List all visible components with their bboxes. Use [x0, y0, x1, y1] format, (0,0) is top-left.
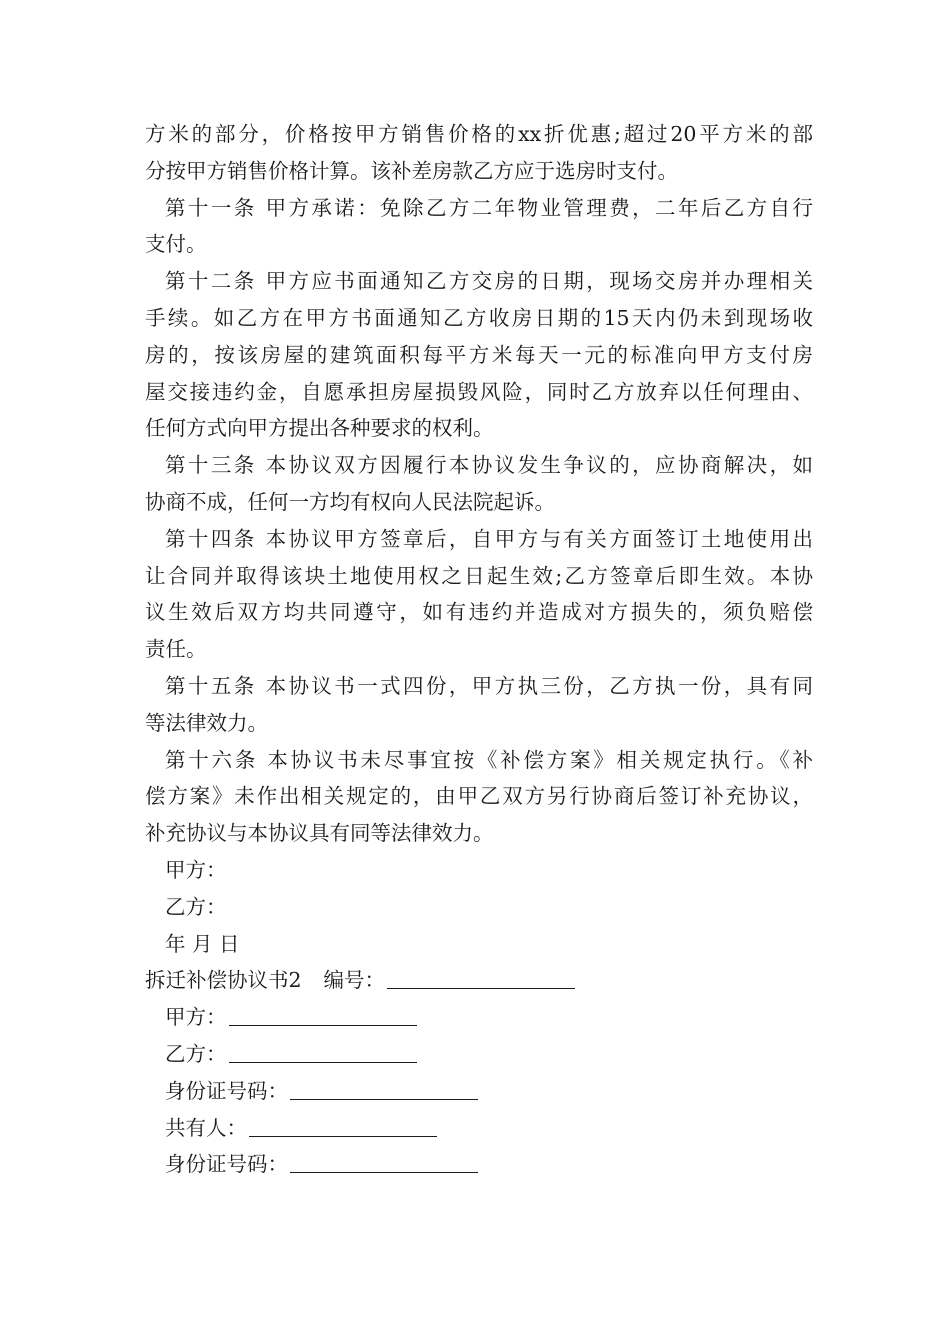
- text-line: 方米的部分，价格按甲方销售价格的xx折优惠;超过20平方米的部: [145, 122, 813, 146]
- field-label: 身份证号码：: [165, 1078, 288, 1103]
- number-label: 编号：: [323, 968, 386, 993]
- text-line: 屋交接违约金，自愿承担房屋损毁风险，同时乙方放弃以任何理由、: [145, 379, 813, 404]
- text-line: 手续。如乙方在甲方书面通知乙方收房日期的15天内仍未到现场收: [145, 305, 813, 330]
- text-line: 等法律效力。: [145, 710, 268, 735]
- party-a-signature-label: 甲方：: [165, 857, 227, 882]
- text-line: 支付。: [145, 232, 207, 257]
- id-number-field: [145, 1073, 813, 1110]
- text-line: 偿方案》未作出相关规定的，由甲乙双方另行协商后签订补充协议，: [145, 784, 813, 809]
- field-blank: [229, 1005, 417, 1026]
- article-13-line: 第十三条 本协议双方因履行本协议发生争议的，应协商解决，如: [165, 453, 813, 478]
- field-blank: [290, 1079, 478, 1100]
- co-owner-field: [145, 1110, 813, 1147]
- party-b-signature-label: 乙方：: [165, 894, 227, 919]
- text-line: 房的，按该房屋的建筑面积每平方米每天一元的标准向甲方支付房: [145, 342, 813, 367]
- text-line: 协商不成，任何一方均有权向人民法院起诉。: [145, 489, 555, 514]
- party-b-field: [145, 1036, 813, 1073]
- party-a-field: [145, 999, 813, 1036]
- date-label: 年 月 日: [165, 931, 240, 956]
- text-line: 分按甲方销售价格计算。该补差房款乙方应于选房时支付。: [145, 158, 678, 183]
- article-11-line: 第十一条 甲方承诺：免除乙方二年物业管理费，二年后乙方自行: [165, 195, 813, 220]
- form-title: 拆迁补偿协议书2: [145, 968, 302, 993]
- field-label: 身份证号码：: [165, 1152, 288, 1177]
- article-15-line: 第十五条 本协议书一式四份，甲方执三份，乙方执一份，具有同: [165, 673, 813, 698]
- text-line: 责任。: [145, 637, 207, 662]
- text-line: 任何方式向甲方提出各种要求的权利。: [145, 416, 494, 441]
- field-blank: [249, 1116, 437, 1137]
- co-owner-id-number-field: [145, 1146, 813, 1183]
- text-line: 议生效后双方均共同遵守，如有违约并造成对方损失的，须负赔偿: [145, 600, 813, 625]
- field-blank: [229, 1042, 417, 1063]
- article-16-line: 第十六条 本协议书未尽事宜按《补偿方案》相关规定执行。《补: [165, 747, 813, 772]
- text-line: 让合同并取得该块土地使用权之日起生效;乙方签章后即生效。本协: [145, 563, 813, 588]
- article-14-line: 第十四条 本协议甲方签章后，自甲方与有关方面签订土地使用出: [165, 526, 813, 551]
- field-label: 甲方：: [165, 1005, 227, 1030]
- text-line: 补充协议与本协议具有同等法律效力。: [145, 821, 494, 846]
- form-title-line: [145, 962, 813, 999]
- field-label: 共有人：: [165, 1115, 247, 1140]
- document-body: [145, 116, 813, 1183]
- field-label: 乙方：: [165, 1041, 227, 1066]
- number-blank: [387, 968, 575, 989]
- article-12-line: 第十二条 甲方应书面通知乙方交房的日期，现场交房并办理相关: [165, 269, 813, 294]
- field-blank: [290, 1152, 478, 1173]
